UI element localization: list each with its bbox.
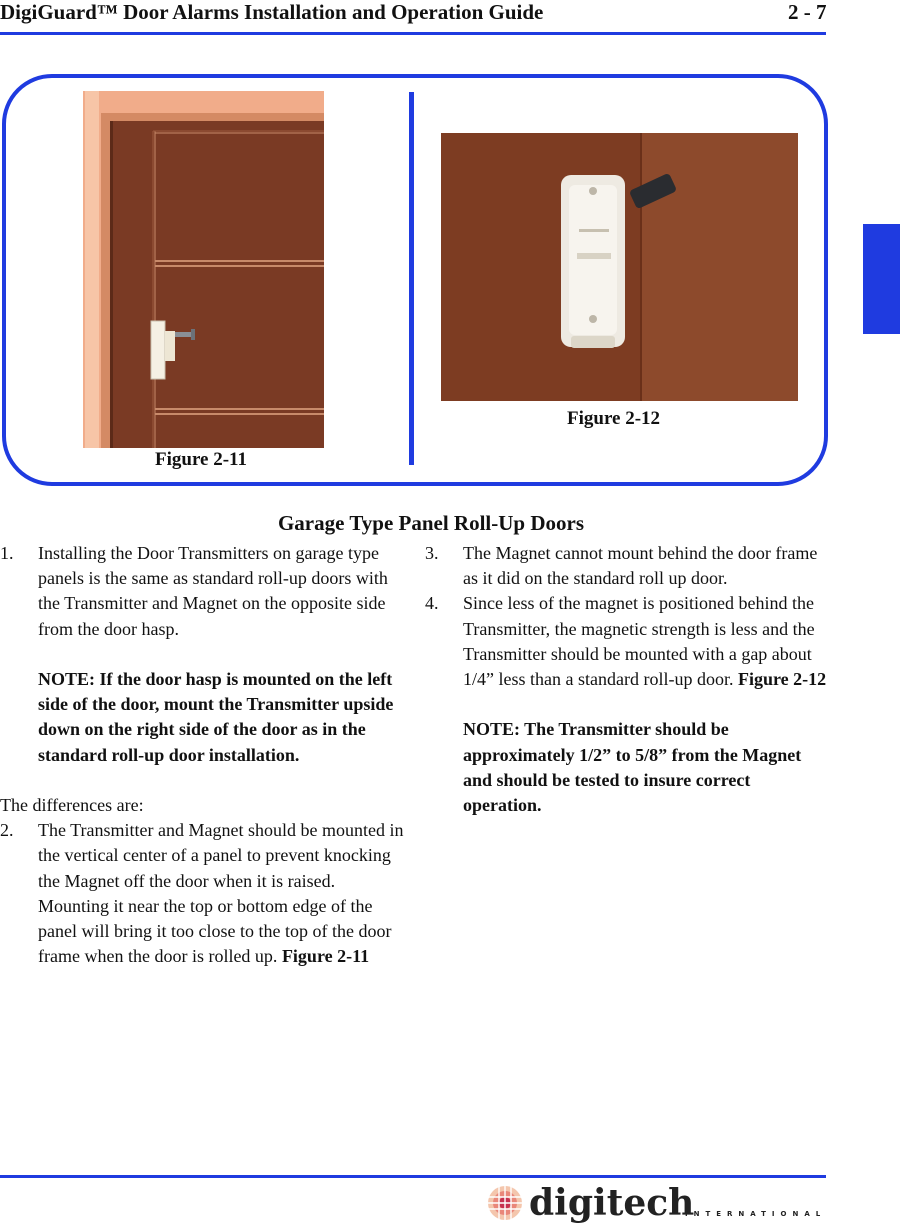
list-text: The Transmitter and Magnet should be mounted in the vertical center of a panel to prevent knocking the Magnet off the door when it is raised. Mounting it near the top or bottom edge of the panel will bring it too close to the top of the door frame when the door is rolled up. <box>38 820 404 967</box>
figure-2-11-image <box>83 91 324 448</box>
figure-reference: Figure 2-11 <box>281 946 370 967</box>
figure-reference: Figure 2-12 <box>737 669 827 690</box>
list-text: Installing the Door Transmitters on garage type panels is the same as standard roll-up doors with the Transmitter and Magnet on the opposite side from the door hasp. <box>38 543 388 639</box>
list-item-4 <box>425 591 830 692</box>
page-number: 2 - 7 <box>788 0 827 24</box>
list-item-2 <box>0 818 405 969</box>
note-text: NOTE: If the door hasp is mounted on the left side of the door, mount the Transmitter upside down on the right side of the door as in the standard roll-up door installation. <box>38 669 394 765</box>
logo-wordmark: digitech <box>529 1182 695 1224</box>
figure-2-12-caption: Figure 2-12 <box>567 408 661 429</box>
figure-divider <box>409 92 414 465</box>
logo-globe-icon <box>488 1186 522 1220</box>
right-column <box>425 541 830 818</box>
figure-2-12-image <box>441 133 798 401</box>
page-header-title: DigiGuard™ Door Alarms Installation and Operation Guide <box>0 0 544 24</box>
left-column <box>0 541 405 969</box>
list-text: Since less of the magnet is positioned behind the Transmitter, the magnetic strength is less and the Transmitter should be mounted with a gap about 1/4” less than a standard roll-up door. <box>463 593 815 690</box>
chapter-tab-marker <box>863 224 900 334</box>
figure-2-11-caption: Figure 2-11 <box>155 449 248 470</box>
list-item-1 <box>0 541 405 642</box>
note-text: NOTE: The Transmitter should be approximately 1/2” to 5/8” from the Magnet and should be tested to insure correct operation. <box>463 719 802 816</box>
digitech-logo <box>485 1181 825 1227</box>
section-title: Garage Type Panel Roll-Up Doors <box>277 511 585 535</box>
list-number: 2. <box>0 820 14 841</box>
list-item-3 <box>425 541 830 591</box>
list-text: The Magnet cannot mount behind the door frame as it did on the standard roll up door. <box>463 543 818 589</box>
list-number: 3. <box>425 543 439 563</box>
footer-rule <box>0 1175 826 1178</box>
list-number: 1. <box>0 543 14 563</box>
header-rule <box>0 32 826 35</box>
differences-intro: The differences are: <box>0 795 144 815</box>
logo-subtitle: INTERNATIONAL <box>685 1210 825 1218</box>
list-number: 4. <box>425 593 439 614</box>
